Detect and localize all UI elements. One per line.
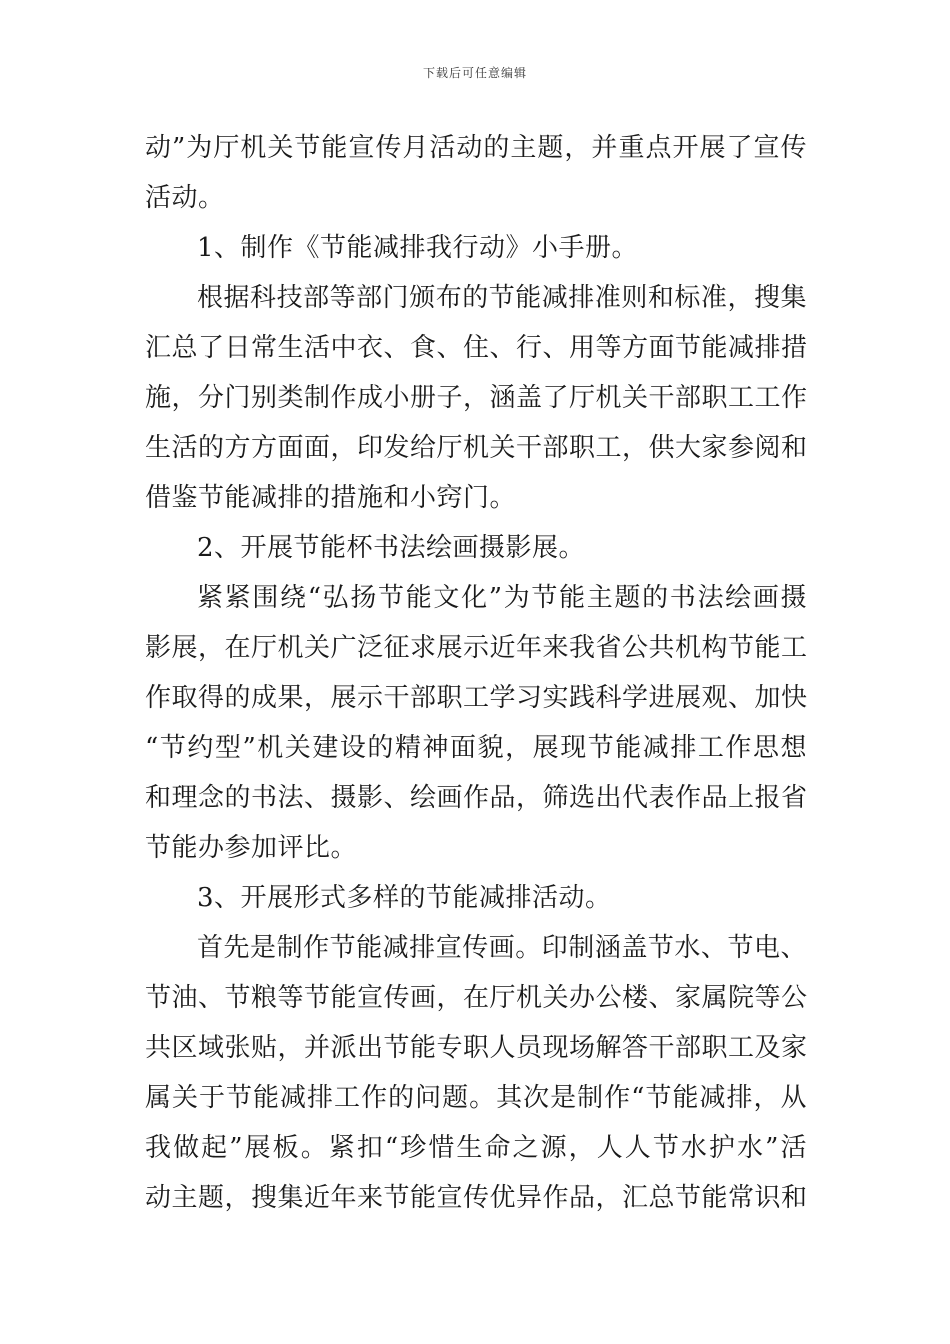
text-line: 和理念的书法、摄影、绘画作品，筛选出代表作品上报省 [145,783,808,813]
text-line: 节油、节粮等节能宣传画，在厅机关办公楼、家属院等公 [145,983,808,1013]
page-header: 下载后可任意编辑 [422,66,527,80]
text-line: “节约型”机关建设的精神面貌，展现节能减排工作思想 [145,733,807,763]
text-line: 节能办参加评比。 [145,833,358,863]
text-line: 3、开展形式多样的节能减排活动。 [197,883,612,913]
text-line: 生活的方方面面，印发给厅机关干部职工，供大家参阅和 [145,433,808,463]
text-line: 影展，在厅机关广泛征求展示近年来我省公共机构节能工 [145,633,808,663]
text-line: 1、制作《节能减排我行动》小手册。 [197,233,639,263]
text-line: 施，分门别类制作成小册子，涵盖了厅机关干部职工工作 [145,383,808,413]
text-line: 借鉴节能减排的措施和小窍门。 [145,483,517,513]
text-line: 属关于节能减排工作的问题。其次是制作“节能减排，从 [145,1083,807,1113]
text-line: 动”为厅机关节能宣传月活动的主题，并重点开展了宣传 [145,133,807,163]
text-line: 作取得的成果，展示干部职工学习实践科学进展观、加快 [145,683,808,713]
text-line: 活动。 [145,183,225,213]
text-line: 首先是制作节能减排宣传画。印制涵盖节水、节电、 [197,933,807,963]
text-line: 动主题，搜集近年来节能宣传优异作品，汇总节能常识和 [145,1183,808,1213]
document-body [145,123,807,1223]
text-line: 共区域张贴，并派出节能专职人员现场解答干部职工及家 [145,1033,808,1063]
text-line: 紧紧围绕“弘扬节能文化”为节能主题的书法绘画摄 [197,583,807,613]
text-line: 我做起”展板。紧扣“珍惜生命之源，人人节水护水”活 [145,1133,807,1163]
text-line: 根据科技部等部门颁布的节能减排准则和标准，搜集 [197,283,807,313]
text-line: 汇总了日常生活中衣、食、住、行、用等方面节能减排措 [145,333,808,363]
text-line: 2、开展节能杯书法绘画摄影展。 [197,533,586,563]
